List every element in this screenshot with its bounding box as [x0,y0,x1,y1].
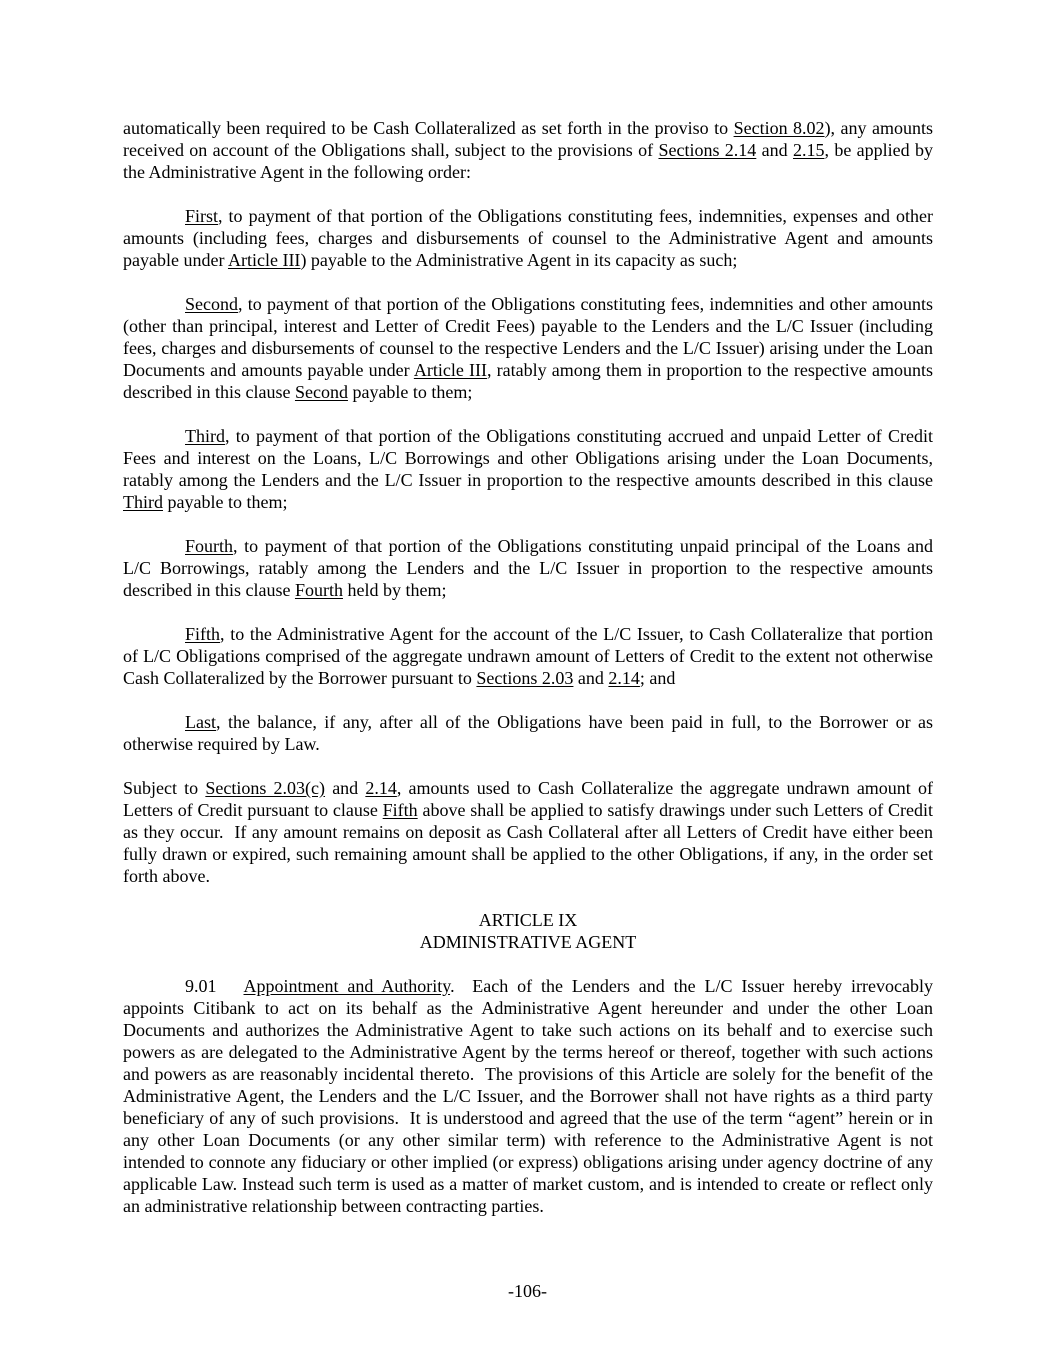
text-run: automatically been required to be Cash Collateralized as set forth in the proviso to [123,118,734,138]
text-run: and [756,140,793,160]
text-run: and [325,778,366,798]
heading-line [123,909,933,931]
paragraph [123,623,933,689]
text-run: 9.01 [185,976,244,996]
underlined-reference: Second [185,294,238,314]
underlined-reference: 2.14 [365,778,397,798]
text-run: ), any amounts received on account of the Obligations shall, subject to the provisions of [123,118,934,160]
heading-line [123,931,933,953]
text-run: payable to them; [347,382,473,402]
underlined-reference: Second [294,382,348,402]
underlined-reference: Appointment and Authority [243,976,451,996]
paragraph [123,975,933,1217]
underlined-reference: Sections 2.03 [476,668,574,688]
text-run: , be applied by the Administrative Agent in the following order: [123,140,933,182]
paragraph [123,711,933,755]
text-run: ARTICLE IX [478,910,578,930]
text-run: , the balance, if any, after all of the Obligations have been paid in full, to the Borrower or as otherwise required by Law. [123,712,933,754]
underlined-reference: Last [185,712,216,732]
underlined-reference: Sections 2.03(c) [205,778,326,798]
underlined-reference: Article III [413,360,487,380]
text-run: and [573,668,609,688]
page-footer [0,1280,1055,1302]
underlined-reference: Fifth [185,624,221,644]
text-run: Subject to [123,778,206,798]
page-number: -106- [508,1281,547,1301]
text-run: , to payment of that portion of the Obligations constituting accrued and unpaid Letter of Credit Fees and interest on the Loans, L/C Borrowings and other Obligations arising under the Loan Documents, ratably among the Lenders and the L/C Issuer in proportion to the respective amounts described in this clause [123,426,933,490]
underlined-reference: Section 8.02 [733,118,825,138]
underlined-reference: First [185,206,219,226]
underlined-reference: Fourth [294,580,343,600]
text-run: ; and [639,668,676,688]
text-run: ) payable to the Administrative Agent in its capacity as such; [300,250,738,270]
text-run: . Each of the Lenders and the L/C Issuer hereby irrevocably appoints Citibank to act on its behalf as the Administrative Agent hereunder and under the other Loan Documents and authorizes the Administrative Agent to take such actions on its behalf and to exercise such powers as are delegated to the Administrative Agent by the terms hereof or thereof, together with such actions and powers as are reasonably incidental thereto. The provisions of this Article are solely for the benefit of the Administrative Agent, the Lenders and the L/C Issuer, and the Borrower shall not have rights as a third party beneficiary of any of such provisions. It is understood and agreed that the use of the term “agent” herein or in any other Loan Documents (or any other similar term) with reference to the Administrative Agent is not intended to connote any fiduciary or other implied (or express) obligations arising under agency doctrine of any applicable Law. Instead such term is used as a matter of market custom, and is intended to create or reflect only an administrative relationship between contracting parties. [123,976,933,1216]
paragraph [123,117,933,183]
text-run: , ratably among them in proportion to the respective amounts described in this clause [123,360,933,402]
text-run: , to payment of that portion of the Obligations constituting fees, indemnities and other amounts (other than principal, interest and Letter of Credit Fees) payable to the Lenders and the L/C Issuer (including fees, charges and disbursements of counsel to the respective Lenders and the L/C Issuer) arising under the Loan Documents and amounts payable under [123,294,933,380]
underlined-reference: Fourth [185,536,234,556]
document-body [123,117,933,1239]
paragraph [123,535,933,601]
text-run: payable to them; [163,492,288,512]
text-run: ADMINISTRATIVE AGENT [419,932,637,952]
text-run: , amounts used to Cash Collateralize the aggregate undrawn amount of Letters of Credit pursuant to clause [123,778,933,820]
paragraph [123,205,933,271]
text-run: , to payment of that portion of the Obligations constituting unpaid principal of the Loans and L/C Borrowings, ratably among the Lenders and the L/C Issuer in proportion to the respective amounts described in this clause [123,536,933,600]
paragraph [123,293,933,403]
text-run: , to payment of that portion of the Obligations constituting fees, indemnities, expenses and other amounts (including fees, charges and disbursements of counsel to the Administrative Agent and amounts payable under [123,206,933,270]
underlined-reference: Third [185,426,225,446]
underlined-reference: 2.14 [608,668,640,688]
underlined-reference: Article III [227,250,301,270]
underlined-reference: Sections 2.14 [658,140,757,160]
underlined-reference: 2.15 [792,140,825,160]
underlined-reference: Third [123,492,163,512]
text-run: , to the Administrative Agent for the account of the L/C Issuer, to Cash Collateralize that portion of L/C Obligations comprised of the aggregate undrawn amount of Letters of Credit to the extent not otherwise Cash Collateralized by the Borrower pursuant to [123,624,933,688]
text-run: above shall be applied to satisfy drawings under such Letters of Credit as they occur. If any amount remains on deposit as Cash Collateral after all Letters of Credit have either been fully drawn or expired, such remaining amount shall be applied to the other Obligations, if any, in the order set forth above. [123,800,933,886]
paragraph [123,425,933,513]
underlined-reference: Fifth [382,800,418,820]
text-run: held by them; [342,580,447,600]
paragraph [123,777,933,887]
